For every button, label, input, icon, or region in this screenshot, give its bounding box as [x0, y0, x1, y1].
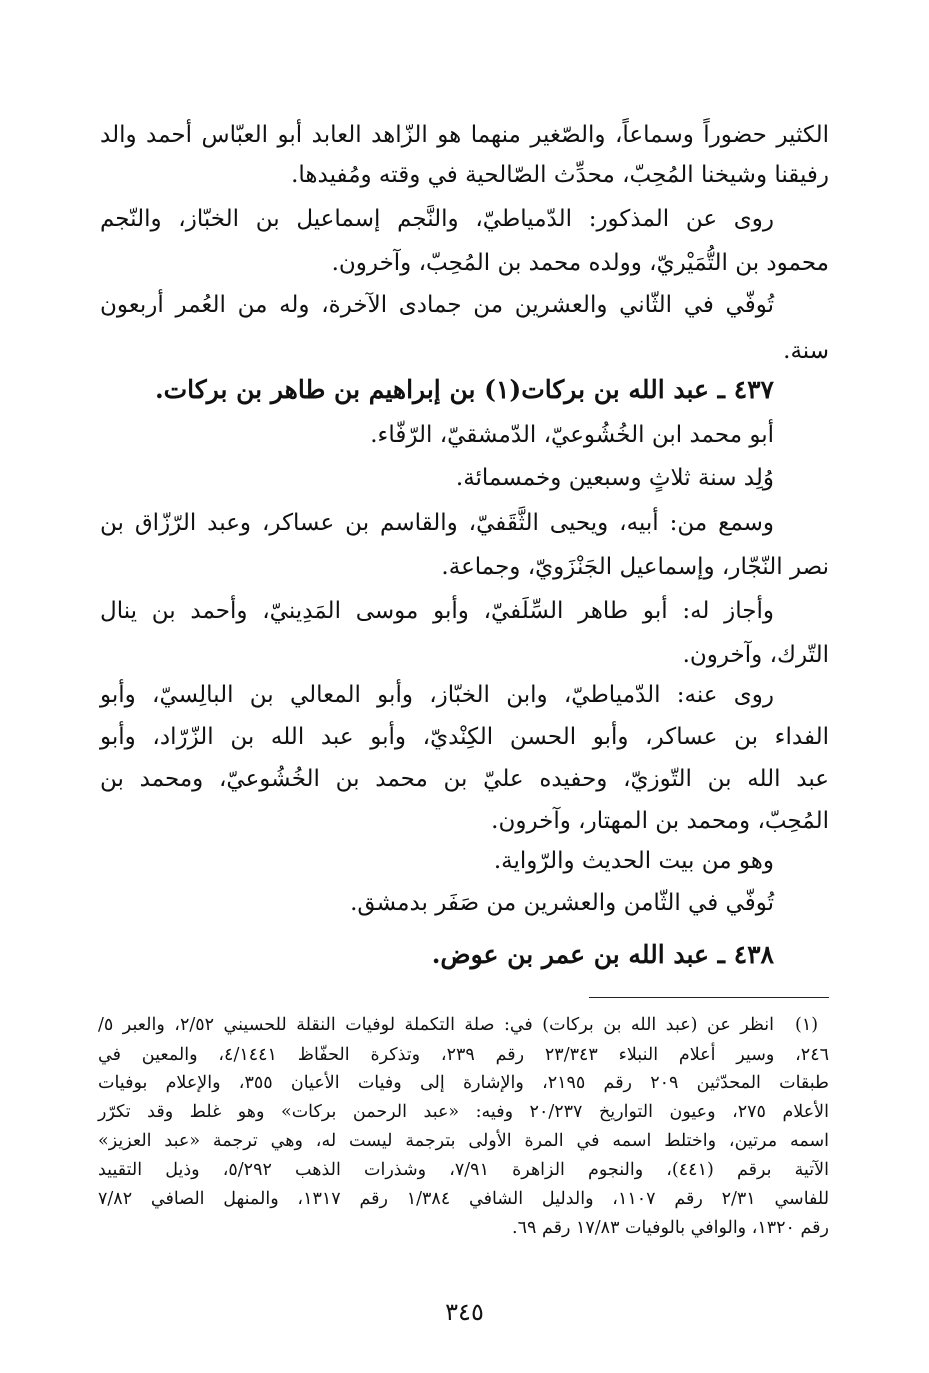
text-line: نصر النّجّار، وإسماعيل الجَنْزَويّ، وجماعة. [441, 554, 829, 580]
entry-heading: ٤٣٧ ـ عبد الله بن بركات(١) بن إبراهيم بن طاهر بن بركات. [154, 375, 774, 404]
footnote-line: رقم ١٣٢٠، والوافي بالوفيات ١٧/٨٣ رقم ٦٩. [512, 1218, 829, 1238]
footnote-line: الأعلام ٢٧٥، وعيون التواريخ ٢٠/٢٣٧ وفيه: «عبد الرحمن بركات» وهو غلط وقد تكرّر [98, 1102, 830, 1122]
footnote-line: الآتية برقم (٤٤١)، والنجوم الزاهرة ٧/٩١، وشذرات الذهب ٥/٢٩٢، وذيل التقييد [98, 1160, 830, 1180]
text-line: روى عن المذكور: الدّمياطيّ، والنَّجم إسماعيل بن الخبّاز، والنّجم [100, 206, 774, 232]
footnote-line: اسمه مرتين، واختلط اسمه في المرة الأولى بترجمة ليست له، وهي ترجمة «عبد العزيز» [98, 1131, 829, 1151]
text-line: سنة. [783, 338, 829, 364]
footnote-marker: (١) [795, 1015, 819, 1035]
text-line: تُوفّي في الثّاني والعشرين من جمادى الآخرة، وله من العُمر أربعون [100, 292, 774, 318]
text-line: التّرك، وآخرون. [682, 642, 829, 668]
text-line: وسمع من: أبيه، ويحيى الثَّقَفيّ، والقاسم بن عساكر، وعبد الرّزّاق بن [100, 510, 774, 536]
text-line: الفداء بن عساكر، وأبو الحسن الكِنْديّ، وأبو عبد الله بن الزّرّاد، وأبو [100, 724, 829, 750]
text-line: تُوفّي في الثّامن والعشرين من صَفَر بدمشق. [350, 890, 774, 916]
text-line: عبد الله بن التّوزيّ، وحفيده عليّ بن محمد بن الخُشُوعيّ، ومحمد بن [100, 766, 829, 792]
footnote-line: انظر عن (عبد الله بن بركات) في: صلة التكملة لوفيات النقلة للحسيني ٢/٥٢، والعبر ٥/ [98, 1015, 774, 1035]
text-line: وُلِد سنة ثلاثٍ وسبعين وخمسمائة. [455, 465, 774, 491]
page-number: ٣٤٥ [445, 1298, 484, 1326]
text-line: أبو محمد ابن الخُشُوعيّ، الدّمشقيّ، الرّفّاء. [370, 422, 774, 448]
text-line: رفيقنا وشيخنا المُحِبّ، محدِّث الصّالحية في وقته ومُفيدها. [291, 162, 829, 188]
text-line: المُحِبّ، ومحمد بن المهتار، وآخرون. [491, 808, 829, 834]
footnote-line: للفاسي ٢/٣١ رقم ١١٠٧، والدليل الشافي ١/٣٨٤ رقم ١٣١٧، والمنهل الصافي ٧/٨٢ [98, 1189, 830, 1209]
text-line: محمود بن التُّمَيْريّ، وولده محمد بن المُحِبّ، وآخرون. [331, 250, 829, 276]
text-line: وأجاز له: أبو طاهر السِّلَفيّ، وأبو موسى المَدِينيّ، وأحمد بن ينال [100, 598, 774, 624]
text-line: الكثير حضوراً وسماعاً، والصّغير منهما هو الزّاهد العابد أبو العبّاس أحمد والد [100, 122, 829, 148]
footnote-divider [589, 997, 829, 998]
text-line: روى عنه: الدّمياطيّ، وابن الخبّاز، وأبو المعالي بن البالِسيّ، وأبو [100, 682, 774, 708]
entry-heading: ٤٣٨ ـ عبد الله بن عمر بن عوض. [431, 940, 774, 969]
text-line: وهو من بيت الحديث والرّواية. [493, 848, 774, 874]
footnote-line: ٢٤٦، وسير أعلام النبلاء ٢٣/٣٤٣ رقم ٢٣٩، وتذكرة الحفّاظ ٤/١٤٤١، والمعين في [98, 1045, 829, 1065]
footnote-line: طبقات المحدّثين ٢٠٩ رقم ٢١٩٥، والإشارة إلى وفيات الأعيان ٣٥٥، والإعلام بوفيات [98, 1073, 829, 1093]
